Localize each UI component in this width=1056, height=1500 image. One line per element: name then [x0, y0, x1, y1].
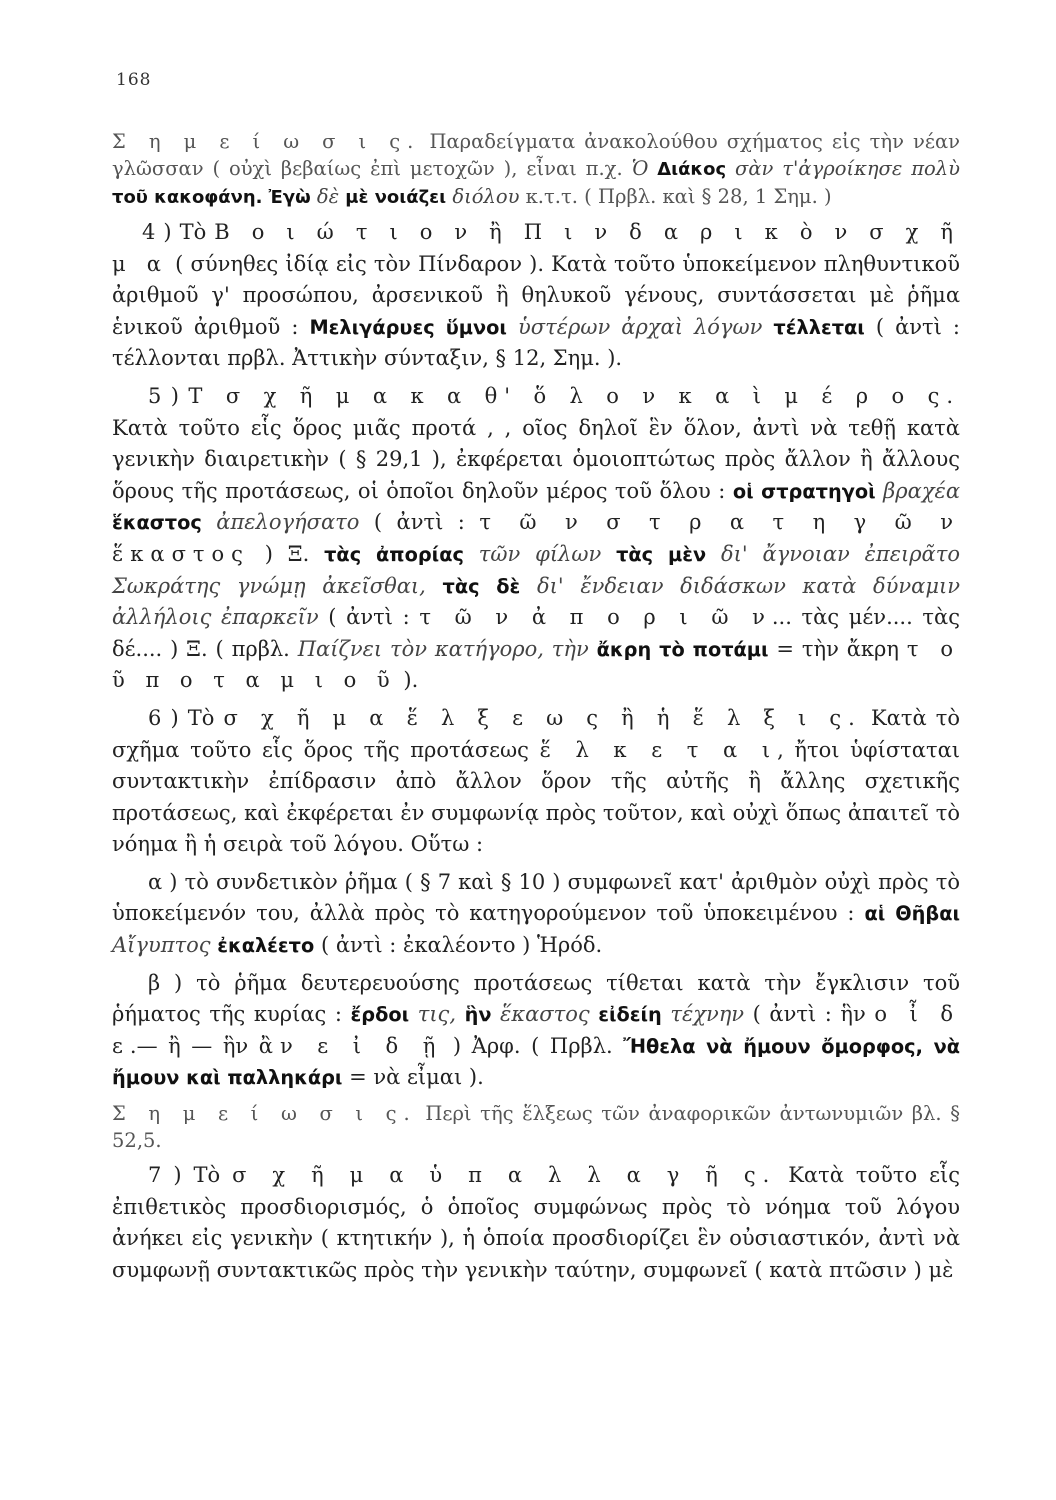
paragraph	[112, 867, 960, 962]
text-segment: Κατὰ τοῦτο εἷς ὅρος μιᾶς προτά , , οῖος δηλοῖ ἓν ὅλον, ἀντὶ νὰ τεθῇ κατὰ γενικὴν διαιρετικὴν ( § 29,1 ), ἐκφέρεται ὁμοιοπτώτως πρὸς ἄλλον ἢ ἄλλους ὅρους τῆς προτάσεως, οἱ ὁποῖοι δηλοῦν μέρος τοῦ ὅλου :	[112, 415, 960, 503]
text-segment: ἂν ε ἰ δ ῇ	[258, 1033, 443, 1058]
text-segment: .— ἢ — ἣν	[129, 1033, 259, 1058]
text-segment: ( ἀντὶ : τέλλονται πρβλ. Ἀττικὴν σύνταξιν, § 12, Σημ. ).	[112, 314, 961, 371]
text-segment: ( ἀντὶ : ἣν	[744, 1002, 875, 1027]
text-segment: τ ῶ ν σ τ ρ α τ η γ ῶ ν ἕκαστος	[112, 510, 960, 566]
text-segment: σὰν τ'ἀγροίκησε πολὺ	[726, 157, 960, 180]
text-segment: οἱ στρατηγοὶ	[732, 479, 876, 503]
page-number: 168	[116, 70, 152, 90]
text-segment: 6 ) Τὸ	[148, 705, 224, 730]
text-segment: τ ο ῦ π ο τ α μ ι ο ῦ	[112, 636, 960, 693]
body-text	[112, 128, 960, 1286]
paragraph	[112, 968, 960, 1094]
text-segment: ἣν	[464, 1003, 492, 1027]
text-segment: Παραδείγματα ἀνακολούθου σχήματος εἰς τὴν νέαν γλῶσσαν ( οὐχὶ βεβαίως ἐπὶ μετοχῶν ), εἶναι π.χ.	[112, 130, 960, 180]
text-segment: Σ η μ ε ί ω σ ι ς.	[112, 130, 421, 153]
text-segment: ( ἀντὶ : ἐκαλέοντο ) Ἡρόδ.	[314, 933, 603, 958]
text-segment: ἔρδοι	[350, 1003, 410, 1027]
text-segment: τὰς μὲν	[616, 542, 707, 566]
text-segment: ὑστέρων ἀρχαὶ λόγων	[506, 314, 774, 339]
text-segment: = νὰ εἶμαι ).	[342, 1065, 484, 1090]
paragraph	[112, 217, 960, 375]
text-segment: Σ η μ ε ί ω σ ι ς.	[112, 1102, 417, 1126]
text-segment: βραχέα	[875, 478, 960, 503]
text-segment: δι' ἄγνοιαν ἐπειρᾶτο Σωκράτης γνώμῃ ἀκεῖσθαι,	[112, 541, 960, 598]
text-segment: τέλλεται	[773, 315, 865, 339]
text-segment: τοῦ κακοφάνη. Ἐγὼ	[112, 187, 311, 208]
text-segment: ( ἀντὶ :	[318, 605, 420, 630]
text-segment: Διάκος	[657, 159, 727, 180]
text-segment: ) Ἀρφ. ( Πρβλ.	[442, 1033, 624, 1058]
text-segment: α ) τὸ συνδετικὸν ῥῆμα ( § 7 καὶ § 10 ) συμφωνεῖ κατ' ἀριθμὸν οὐχὶ πρὸς τὸ ὑποκείμενόν του, ἀλλὰ πρὸς τὸ κατηγορούμενον τοῦ ὑποκειμένου :	[112, 869, 960, 926]
text-segment: δὲ	[310, 185, 346, 208]
text-segment: τ ῶ ν ἀ π ο ρ ι ῶ ν	[419, 605, 772, 630]
text-segment: σ χ ῆ μ α ὑ π α λ λ α γ ῆ ς.	[232, 1163, 777, 1188]
text-segment: τῶν φίλων	[463, 541, 617, 566]
text-segment: εἰδείη	[598, 1003, 662, 1027]
text-segment: , ἤτοι ὑφίσταται συντακτικὴν ἐπίδρασιν ἀπὸ ἄλλον ὅρον τῆς αὐτῆς ἢ ἄλλης σχετικῆς προτάσεως, καὶ ἐκφέρεται ἐν συμφωνίᾳ πρὸς τοῦτον, καὶ οὐχὶ ὅπως ἀπαιτεῖ τὸ νόημα ἢ ἡ σειρὰ τοῦ λόγου. Οὕτω :	[112, 737, 960, 857]
text-segment: ) Ξ.	[249, 541, 325, 566]
text-segment: τέχνην	[661, 1002, 745, 1027]
text-segment: 4 ) Τὸ	[142, 220, 215, 244]
text-segment: Κατὰ τὸ σχῆμα τοῦτο εἷς ὅρος τῆς προτάσεως	[112, 705, 961, 762]
text-segment: ( σύνηθες ἰδίᾳ εἰς τὸν Πίνδαρον ). Κατὰ τοῦτο ὑποκείμενον πληθυντικοῦ ἀριθμοῦ γ' προσώπου, ἀρσενικοῦ ἢ θηλυκοῦ γένους, συντάσσεται μὲ ῥῆμα ἑνικοῦ ἀριθμοῦ :	[112, 251, 960, 339]
text-segment: Β ο ι ώ τ ι ο ν ἢ Π ι ν δ α ρ ι κ ὸ ν σ χ ῆ μ α	[112, 220, 960, 276]
text-segment: τὰς δὲ	[442, 574, 521, 598]
paragraph	[112, 128, 960, 211]
paragraph	[112, 381, 960, 697]
paragraph	[112, 1160, 960, 1286]
text-segment: Περὶ τῆς ἕλξεως τῶν ἀναφορικῶν ἀντωνυμιῶν βλ. § 52,5.	[112, 1102, 960, 1153]
text-segment: Αἴγυπτος	[112, 933, 218, 958]
text-segment: β ) τὸ ῥῆμα δευτερευούσης προτάσεως τίθεται κατὰ τὴν ἔγκλισιν τοῦ ῥήματος τῆς κυρίας :	[112, 970, 960, 1027]
text-segment: Ὁ	[631, 157, 658, 180]
text-segment: Μελιγάρυες ὕμνοι	[309, 315, 507, 339]
text-segment: ο ἶ δ ε	[112, 1002, 960, 1058]
text-segment: ἐκαλέετο	[217, 934, 315, 958]
text-segment: σ χ ῆ μ α ἕ λ ξ ε ω ς ἢ ἡ ἕ λ ξ ι ς.	[223, 705, 862, 730]
text-segment: ... τὰς μέν.... τὰς δέ.... ) Ξ. ( πρβλ.	[112, 605, 960, 661]
text-segment: 5 )	[148, 383, 189, 408]
text-segment: ( ἀντὶ :	[359, 510, 480, 535]
text-segment: διόλου	[446, 185, 520, 208]
text-segment: = τὴν ἄκρη	[768, 636, 907, 661]
text-segment: δι' ἔνδειαν διδάσκων κατὰ δύναμιν ἀλλήλοις ἐπαρκεῖν	[112, 573, 960, 630]
text-segment: αἱ Θῆβαι	[864, 902, 960, 926]
text-segment: τὰς ἀπορίας	[324, 542, 464, 566]
text-segment: μὲ νοιάζει	[345, 187, 447, 208]
paragraph	[112, 1100, 960, 1154]
text-segment: κ.τ.τ. ( Πρβλ. καὶ § 28, 1 Σημ. )	[519, 185, 832, 208]
text-segment: ).	[396, 668, 419, 693]
text-segment: Κατὰ τοῦτο εἷς ἐπιθετικὸς προσδιορισμός, ὁ ὁποῖος συμφώνως πρὸς τὸ νόημα τοῦ λόγου ἀνήκει εἰς γενικὴν ( κτητικήν ), ἡ ὁποία προσδιορίζει ἓν οὐσιαστικόν, ἀντὶ νὰ συμφωνῇ συντακτικῶς πρὸς τὴν γενικὴν ταύτην, συμφωνεῖ ( κατὰ πτῶσιν ) μὲ	[112, 1163, 960, 1282]
text-segment: ἕκαστος	[112, 511, 202, 535]
text-segment: Τ σ χ ῆ μ α κ α θ' ὅ λ ο ν κ α ὶ μ έ ρ ο ς.	[188, 383, 961, 408]
text-segment: ἀπελογήσατο	[201, 510, 360, 535]
text-segment: ἕκαστος	[491, 1002, 599, 1027]
text-segment: ἕ λ κ ε τ α ι	[539, 737, 778, 762]
text-segment: 7 ) Τὸ	[148, 1163, 233, 1188]
text-segment: τις,	[409, 1002, 465, 1027]
text-segment: ἄκρη τὸ ποτάμι	[588, 637, 769, 661]
text-segment: Ἤθελα νὰ ἤμουν ὄμορφος, νὰ ἤμουν καὶ παλληκάρι	[112, 1034, 961, 1090]
paragraph	[112, 703, 960, 861]
text-segment: Παίζνει τὸν κατήγορο, τὴν	[297, 636, 589, 661]
